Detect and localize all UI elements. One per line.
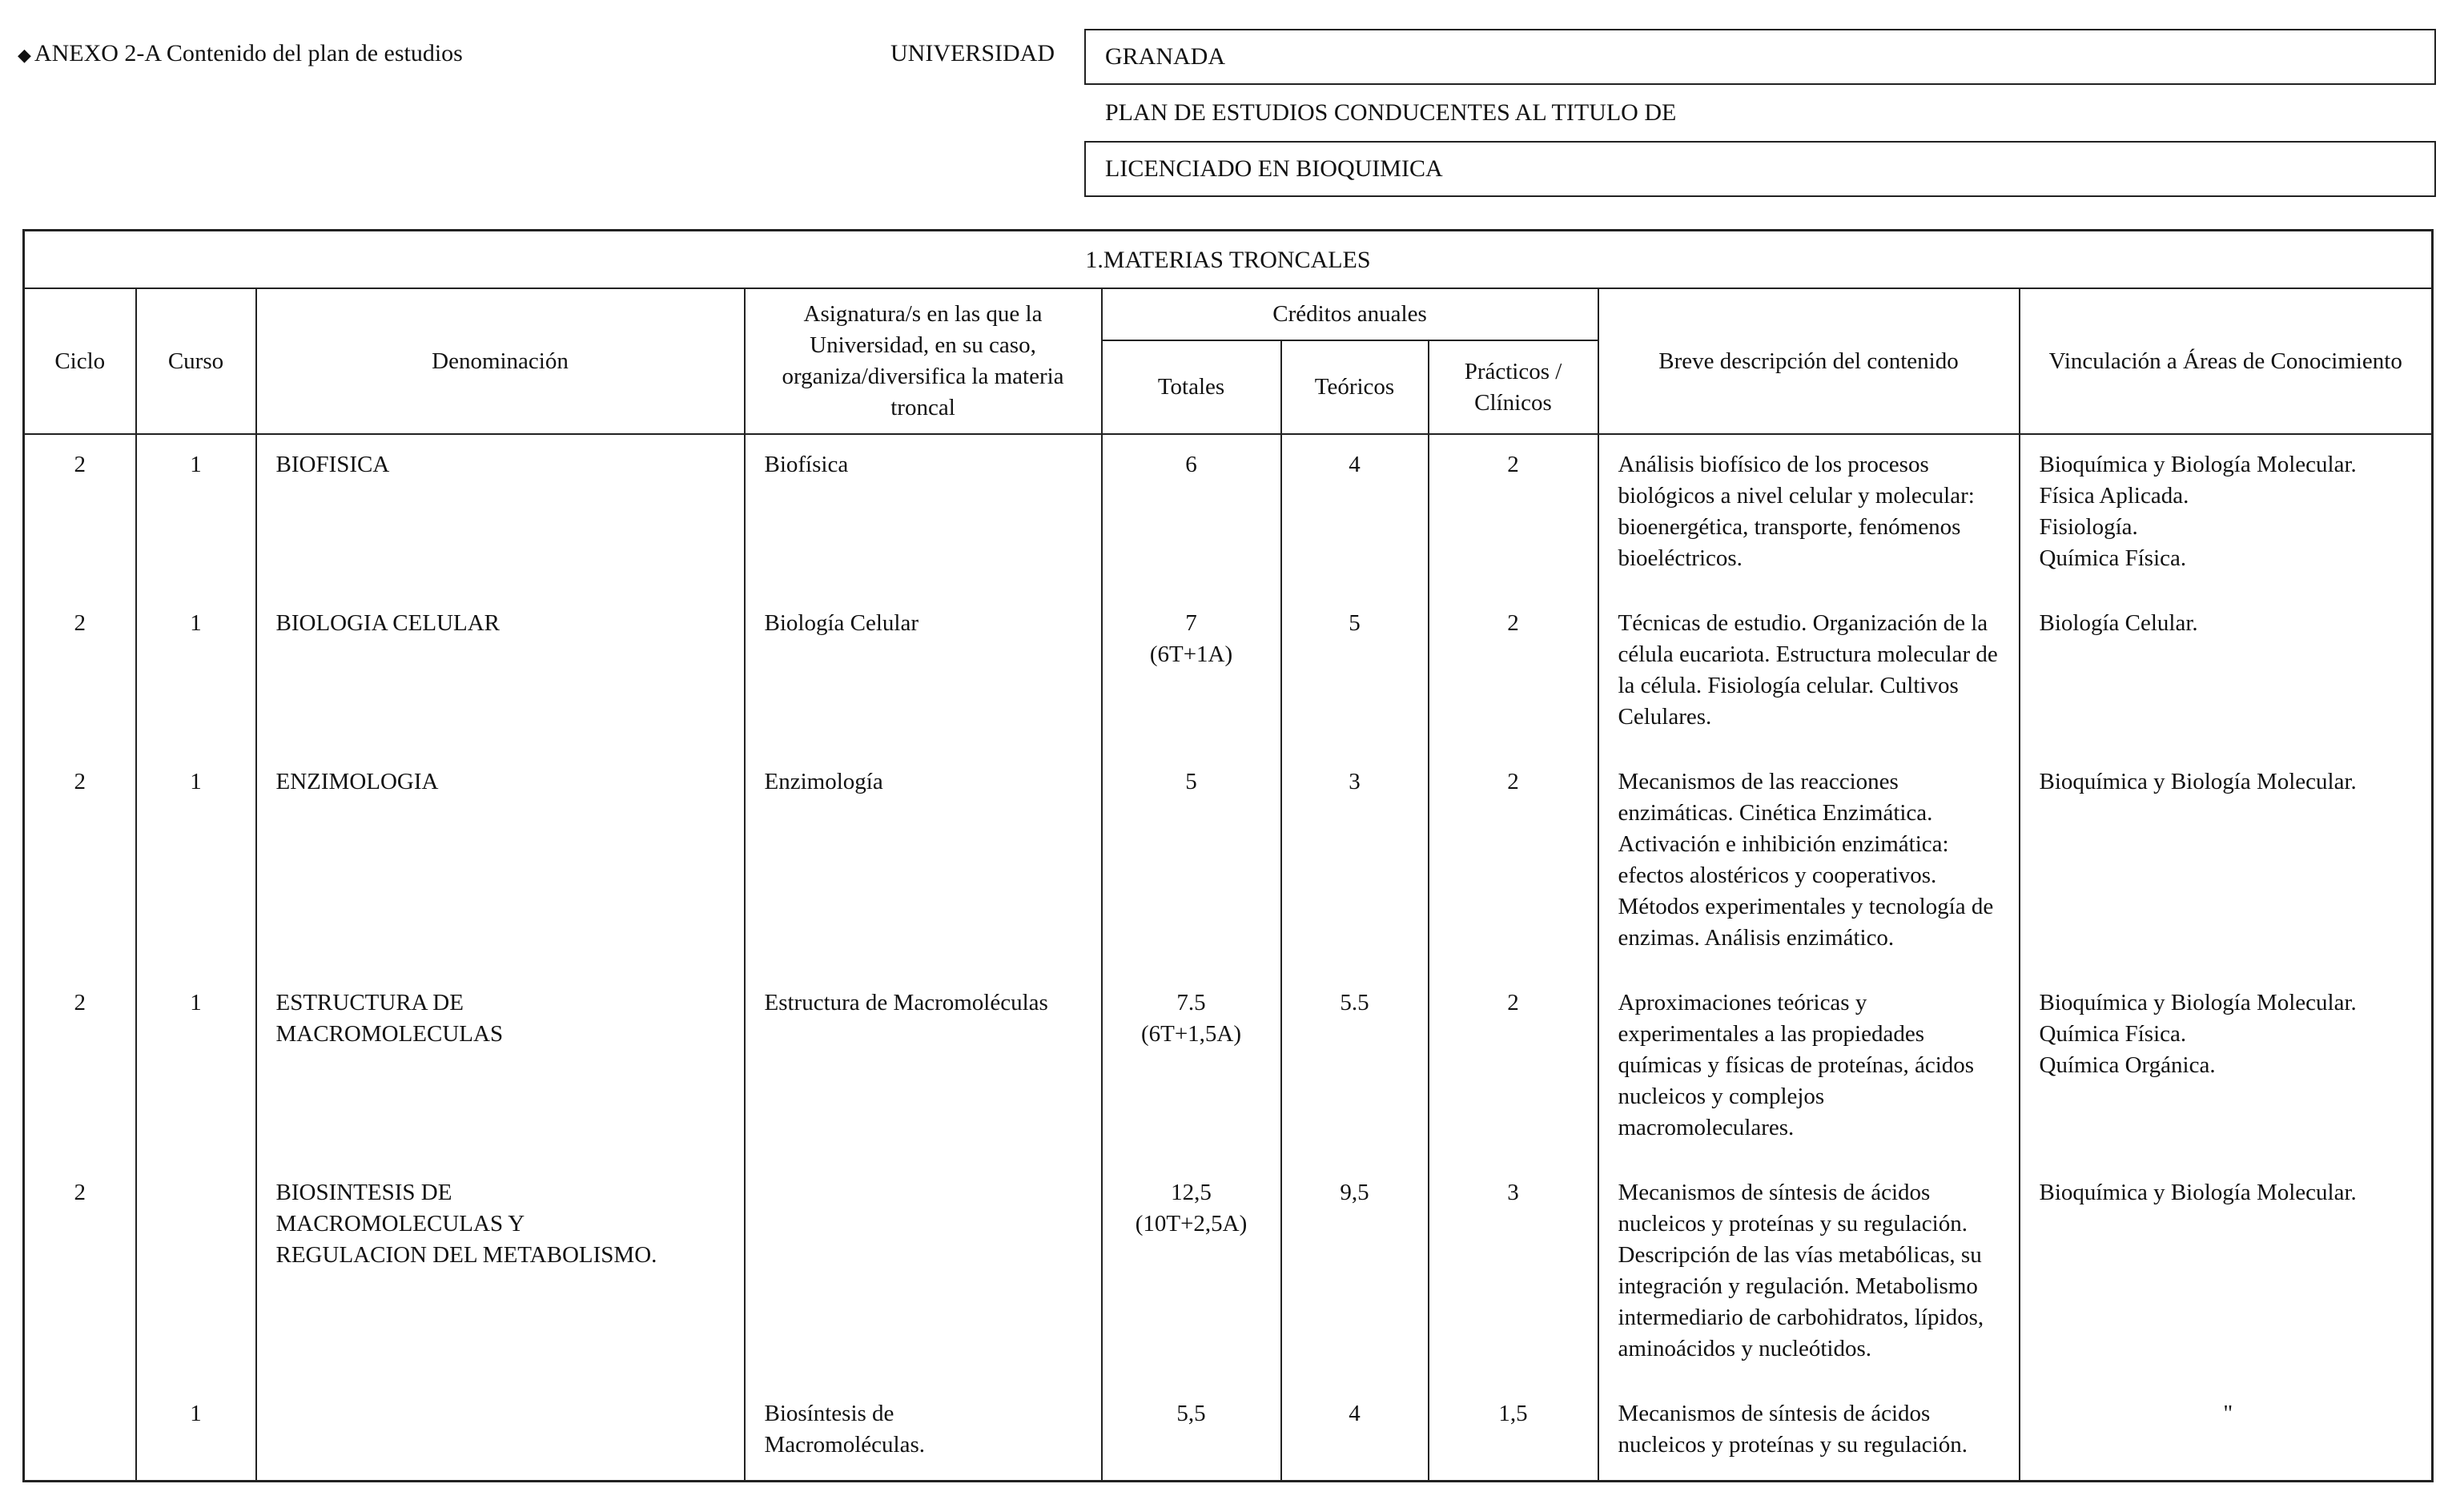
cell-descripcion-text: Mecanismos de las reacciones enzimáticas. Cinética Enzimática. Activación e inhibición enzimática: efectos alostéricos y cooperativos. Métodos experimentales y tecnología de enzimas. Análisis enzimático. <box>1618 769 1994 951</box>
cell-vinculacion <box>2020 1163 2433 1384</box>
plan-label: PLAN DE ESTUDIOS CONDUCENTES AL TITULO DE <box>1105 99 1677 126</box>
header-teoricos: Teóricos <box>1281 340 1429 434</box>
cell-descripcion-text: Aproximaciones teóricas y experimentales a las propiedades químicas y físicas de proteínas, ácidos nucleicos y complejos macromoleculares. <box>1618 990 1975 1140</box>
degree-value: LICENCIADO EN BIOQUIMICA <box>1105 155 1443 182</box>
cell-ciclo-text: 2 <box>74 990 86 1015</box>
cell-totales <box>1102 1384 1281 1482</box>
university-value: GRANADA <box>1105 43 1225 70</box>
table-title: 1.MATERIAS TRONCALES <box>24 231 2433 289</box>
cell-asignatura <box>745 593 1102 752</box>
cell-descripcion-text: Mecanismos de síntesis de ácidos nucleicos y proteínas y su regulación. <box>1618 1401 1968 1458</box>
cell-curso-text: 1 <box>190 610 202 636</box>
header-vinculacion: Vinculación a Áreas de Conocimiento <box>2020 288 2433 434</box>
cell-denominacion <box>256 593 745 752</box>
cell-ciclo <box>24 1163 136 1384</box>
header-denominacion: Denominación <box>256 288 745 434</box>
cell-curso-text: 1 <box>190 990 202 1015</box>
cell-totales <box>1102 973 1281 1163</box>
cell-denominacion-text: ESTRUCTURA DE MACROMOLECULAS <box>275 990 504 1047</box>
cell-totales <box>1102 593 1281 752</box>
cell-practicos-text: 2 <box>1507 990 1519 1015</box>
header-curso: Curso <box>136 288 256 434</box>
cell-curso <box>136 434 256 593</box>
table-row <box>24 1163 2433 1384</box>
cell-curso <box>136 1163 256 1384</box>
cell-practicos-text: 2 <box>1507 769 1519 794</box>
header-descripcion: Breve descripción del contenido <box>1598 288 2020 434</box>
cell-practicos-text: 3 <box>1507 1180 1519 1205</box>
cell-ciclo <box>24 752 136 973</box>
cell-vinculacion <box>2020 973 2433 1163</box>
cell-teoricos <box>1281 752 1429 973</box>
cell-totales-text: 7 (6T+1A) <box>1149 610 1233 667</box>
degree-field <box>1084 141 2436 197</box>
cell-asignatura-text: Biofísica <box>764 452 849 477</box>
cell-teoricos-text: 5 <box>1349 610 1361 636</box>
cell-curso-text: 1 <box>190 452 202 477</box>
cell-totales-text: 12,5 (10T+2,5A) <box>1135 1180 1248 1237</box>
header-totales: Totales <box>1102 340 1281 434</box>
cell-curso-text <box>137 1163 255 1196</box>
header-ciclo: Ciclo <box>24 288 136 434</box>
cell-descripcion-text: Técnicas de estudio. Organización de la célula eucariota. Estructura molecular de la célula. Fisiología celular. Cultivos Celulares. <box>1618 610 1998 730</box>
cell-totales <box>1102 752 1281 973</box>
university-field <box>1084 29 2436 85</box>
cell-practicos <box>1429 434 1598 593</box>
table-row <box>24 973 2433 1163</box>
cell-practicos-text: 2 <box>1507 610 1519 636</box>
cell-descripcion-text: Análisis biofísico de los procesos biológicos a nivel celular y molecular: bioenergética, transporte, fenómenos bioeléctricos. <box>1618 452 1975 571</box>
table-row <box>24 593 2433 752</box>
cell-denominacion <box>256 434 745 593</box>
cell-practicos-text: 1,5 <box>1498 1401 1528 1426</box>
table-row <box>24 434 2433 593</box>
cell-denominacion <box>256 973 745 1163</box>
cell-descripcion <box>1598 593 2020 752</box>
cell-vinculacion <box>2020 752 2433 973</box>
university-label: UNIVERSIDAD <box>890 40 1055 66</box>
cell-ciclo <box>24 593 136 752</box>
cell-totales-text: 6 <box>1185 452 1197 477</box>
cell-vinculacion <box>2020 1384 2433 1482</box>
cell-descripcion <box>1598 1384 2020 1482</box>
cell-teoricos-text: 4 <box>1349 1401 1361 1426</box>
cell-practicos-text: 2 <box>1507 452 1519 477</box>
cell-totales-text: 7.5 (6T+1,5A) <box>1140 990 1242 1047</box>
cell-denominacion <box>256 752 745 973</box>
cell-asignatura-text: Biosíntesis de Macromoléculas. <box>764 1401 926 1458</box>
cell-practicos <box>1429 752 1598 973</box>
table-row <box>24 1384 2433 1482</box>
cell-teoricos-text: 4 <box>1349 452 1361 477</box>
cell-asignatura-text: Enzimología <box>764 769 883 794</box>
cell-vinculacion <box>2020 593 2433 752</box>
cell-denominacion-text: BIOLOGIA CELULAR <box>275 610 500 636</box>
header-practicos: Prácticos / Clínicos <box>1429 340 1598 434</box>
cell-denominacion-text: BIOSINTESIS DE MACROMOLECULAS Y REGULACION DEL METABOLISMO. <box>275 1180 657 1268</box>
cell-curso <box>136 973 256 1163</box>
cell-totales <box>1102 434 1281 593</box>
cell-ciclo-text: 2 <box>74 769 86 794</box>
cell-descripcion-text: Mecanismos de síntesis de ácidos nucleicos y proteínas y su regulación. Descripción de las vías metabólicas, su integración y regulación. Metabolismo intermediario de carbohidratos, lípidos, aminoácidos y nucleótidos. <box>1618 1180 1984 1361</box>
cell-denominacion <box>256 1384 745 1482</box>
cell-teoricos-text: 5.5 <box>1340 990 1369 1015</box>
cell-asignatura-text: Estructura de Macromoléculas <box>764 990 1048 1015</box>
cell-asignatura <box>745 973 1102 1163</box>
cell-ciclo-text <box>25 1384 135 1418</box>
cell-practicos <box>1429 1163 1598 1384</box>
bullet-mark-icon: ◆ <box>18 45 31 65</box>
cell-vinculacion-text: Bioquímica y Biología Molecular. Química Física. Química Orgánica. <box>2039 990 2357 1078</box>
curriculum-table <box>22 229 2434 1482</box>
cell-descripcion <box>1598 752 2020 973</box>
table-row <box>24 752 2433 973</box>
cell-vinculacion-text: " <box>2223 1401 2233 1426</box>
annex-title <box>18 40 463 67</box>
cell-totales-text: 5 <box>1185 769 1197 794</box>
cell-asignatura <box>745 434 1102 593</box>
cell-vinculacion-text: Bioquímica y Biología Molecular. Física Aplicada. Fisiología. Química Física. <box>2039 452 2357 571</box>
cell-asignatura <box>745 752 1102 973</box>
cell-vinculacion-text: Bioquímica y Biología Molecular. <box>2039 769 2357 794</box>
cell-ciclo <box>24 973 136 1163</box>
cell-teoricos-text: 3 <box>1349 769 1361 794</box>
cell-curso <box>136 1384 256 1482</box>
cell-curso <box>136 593 256 752</box>
cell-teoricos-text: 9,5 <box>1340 1180 1369 1205</box>
cell-asignatura-text: Biología Celular <box>764 610 919 636</box>
cell-teoricos <box>1281 1163 1429 1384</box>
cell-curso-text: 1 <box>190 769 202 794</box>
cell-practicos <box>1429 973 1598 1163</box>
cell-ciclo-text: 2 <box>74 610 86 636</box>
cell-totales-text: 5,5 <box>1176 1401 1206 1426</box>
cell-ciclo <box>24 434 136 593</box>
cell-denominacion-text: ENZIMOLOGIA <box>275 769 439 794</box>
cell-totales <box>1102 1163 1281 1384</box>
cell-descripcion <box>1598 434 2020 593</box>
cell-curso-text: 1 <box>190 1401 202 1426</box>
cell-ciclo-text: 2 <box>74 1180 86 1205</box>
cell-vinculacion <box>2020 434 2433 593</box>
cell-ciclo-text: 2 <box>74 452 86 477</box>
header-asignatura: Asignatura/s en las que la Universidad, en su caso, organiza/diversifica la materia troncal <box>745 288 1102 434</box>
cell-curso <box>136 752 256 973</box>
cell-vinculacion-text: Bioquímica y Biología Molecular. <box>2039 1180 2357 1205</box>
header-creditos: Créditos anuales <box>1102 288 1598 340</box>
cell-teoricos <box>1281 434 1429 593</box>
cell-vinculacion-text: Biología Celular. <box>2039 610 2198 636</box>
cell-practicos <box>1429 593 1598 752</box>
cell-practicos <box>1429 1384 1598 1482</box>
cell-denominacion-text <box>257 1384 744 1418</box>
cell-asignatura-text <box>746 1163 1101 1196</box>
cell-asignatura <box>745 1384 1102 1482</box>
cell-ciclo <box>24 1384 136 1482</box>
cell-teoricos <box>1281 593 1429 752</box>
cell-denominacion-text: BIOFISICA <box>275 452 390 477</box>
annex-title-text: ANEXO 2-A Contenido del plan de estudios <box>34 40 463 66</box>
cell-descripcion <box>1598 1163 2020 1384</box>
cell-denominacion <box>256 1163 745 1384</box>
cell-teoricos <box>1281 973 1429 1163</box>
cell-asignatura <box>745 1163 1102 1384</box>
cell-teoricos <box>1281 1384 1429 1482</box>
cell-descripcion <box>1598 973 2020 1163</box>
